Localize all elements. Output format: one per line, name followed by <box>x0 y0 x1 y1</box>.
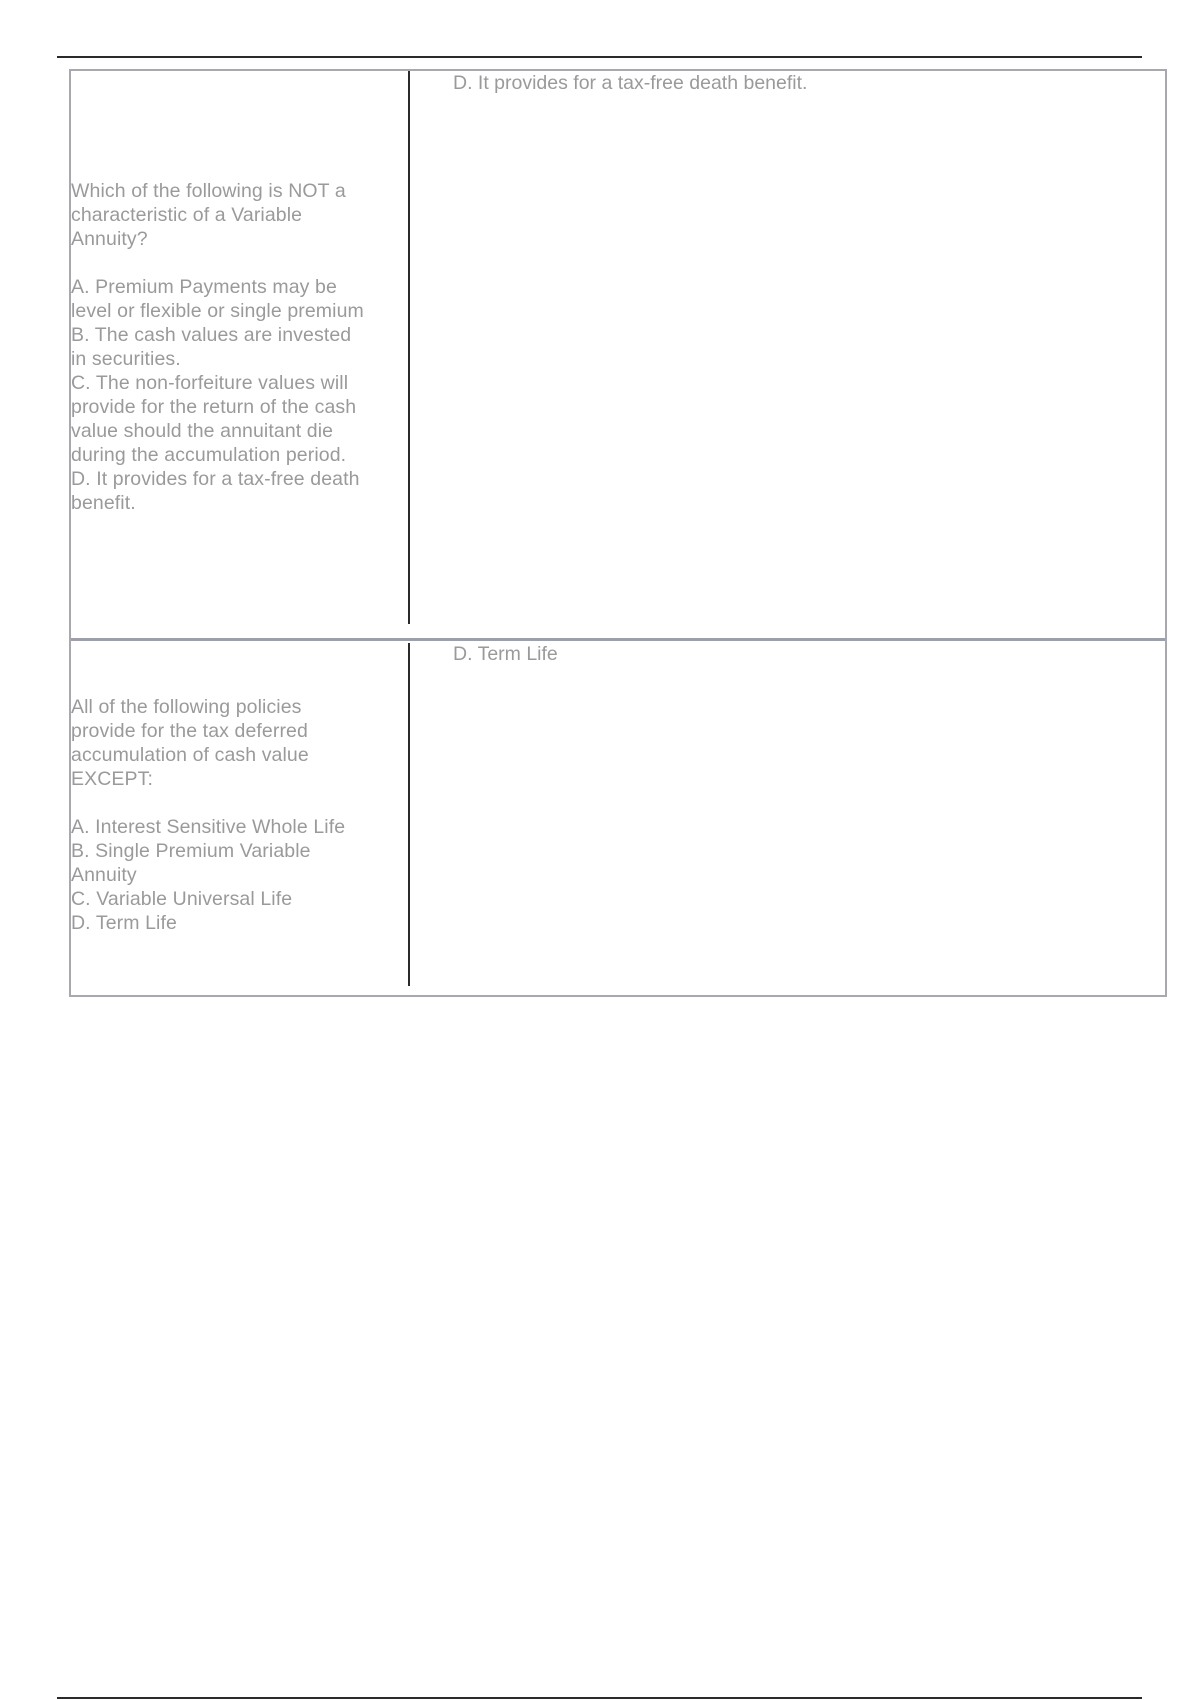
flashcard-row <box>71 638 1165 995</box>
column-divider <box>408 643 410 986</box>
header-rule <box>57 56 1142 58</box>
footer-rule <box>57 1697 1142 1699</box>
card-question: All of the following policies provide for the tax deferred accumulation of cash value EXCEPT: A. Interest Sensitive Whole Life B. Single Premium Variable Annuity C. Variable Universal Life D. Term Life <box>71 696 346 934</box>
card-answer: D. It provides for a tax-free death benefit. <box>453 72 808 94</box>
flashcard-table <box>69 69 1167 997</box>
card-answer: D. Term Life <box>453 643 558 665</box>
column-divider <box>408 71 410 624</box>
card-question: Which of the following is NOT a characteristic of a Variable Annuity? A. Premium Payments may be level or flexible or single premium B. The cash values are invested in securities. C. The non-forfeiture values will provide for the return of the cash value should the annuitant die during the accumulation period. D. It provides for a tax-free death benefit. <box>71 180 364 514</box>
flashcard-row <box>71 71 1165 636</box>
